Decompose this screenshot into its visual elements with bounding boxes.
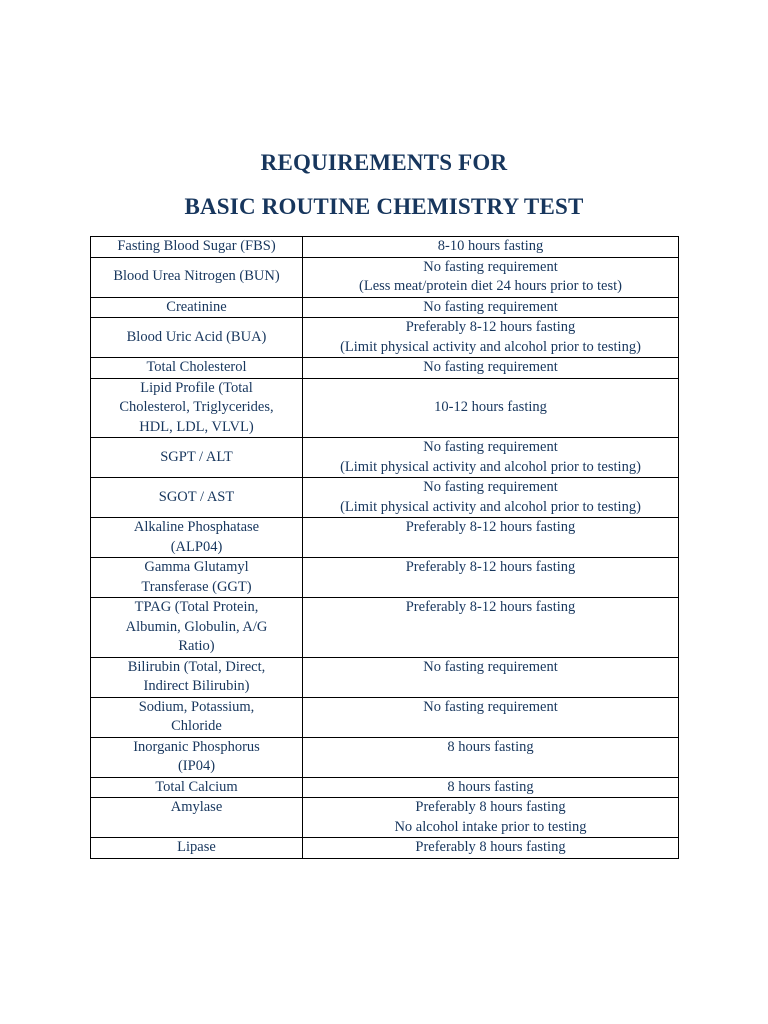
table-row <box>91 478 679 518</box>
requirement-line: No fasting requirement <box>423 439 558 455</box>
test-name-line: (ALP04) <box>170 538 223 555</box>
requirement-cell <box>303 838 679 859</box>
test-name-line: Lipase <box>177 839 216 855</box>
test-name-line: SGOT / AST <box>158 488 235 505</box>
title-line-1: REQUIREMENTS FOR <box>260 150 508 175</box>
requirement-line: No fasting requirement <box>423 359 558 375</box>
requirement-line: Preferably 8-12 hours fasting <box>405 599 576 615</box>
requirement-cell <box>303 478 679 518</box>
test-name-line: Chloride <box>171 718 222 734</box>
table-row <box>91 257 679 297</box>
document-title <box>0 150 768 220</box>
test-name-cell <box>91 378 303 438</box>
title-line-2: BASIC ROUTINE CHEMISTRY TEST <box>184 194 584 219</box>
test-name-line: Transferase (GGT) <box>141 578 252 595</box>
requirement-line: (Less meat/protein diet 24 hours prior to test) <box>359 278 622 294</box>
requirement-line: Preferably 8 hours fasting <box>415 839 566 855</box>
requirement-cell <box>303 657 679 697</box>
test-name-line: Bilirubin (Total, Direct, <box>127 658 266 675</box>
table-row <box>91 697 679 737</box>
test-name-line: Alkaline Phosphatase <box>133 519 260 535</box>
test-name-line: Creatinine <box>166 298 227 315</box>
table-row <box>91 598 679 658</box>
requirement-cell <box>303 558 679 598</box>
table-row <box>91 378 679 438</box>
test-name-line: Gamma Glutamyl <box>144 559 249 575</box>
requirement-cell <box>303 297 679 318</box>
test-name-cell <box>91 478 303 518</box>
test-name-cell <box>91 838 303 859</box>
test-name-cell <box>91 798 303 838</box>
requirement-cell <box>303 518 679 558</box>
table-row <box>91 798 679 838</box>
test-name-line: TPAG (Total Protein, <box>134 599 259 615</box>
test-name-cell <box>91 257 303 297</box>
requirement-line: No fasting requirement <box>423 298 558 315</box>
table-row <box>91 297 679 318</box>
requirement-cell <box>303 697 679 737</box>
requirement-cell <box>303 598 679 658</box>
test-name-cell <box>91 598 303 658</box>
test-name-line: Total Calcium <box>155 778 238 795</box>
test-name-line: Amylase <box>170 799 223 815</box>
requirement-line: No fasting requirement <box>423 258 558 275</box>
requirement-line: Preferably 8 hours fasting <box>415 799 566 815</box>
test-name-line: Sodium, Potassium, <box>138 698 255 715</box>
requirements-table-body <box>91 237 679 859</box>
test-name-cell <box>91 318 303 358</box>
test-name-cell <box>91 737 303 777</box>
requirement-line: Preferably 8-12 hours fasting <box>405 559 576 575</box>
requirement-line: (Limit physical activity and alcohol prior to testing) <box>340 338 641 355</box>
test-name-cell <box>91 438 303 478</box>
table-row <box>91 838 679 859</box>
requirement-line: 8 hours fasting <box>447 738 534 755</box>
test-name-cell <box>91 657 303 697</box>
test-name-line: Inorganic Phosphorus <box>133 738 260 755</box>
test-name-line: Blood Uric Acid (BUA) <box>126 328 267 345</box>
test-name-line: HDL, LDL, VLVL) <box>139 418 254 435</box>
table-row <box>91 558 679 598</box>
test-name-cell <box>91 558 303 598</box>
requirement-line: 8-10 hours fasting <box>437 238 544 254</box>
requirement-line: Preferably 8-12 hours fasting <box>405 319 576 335</box>
test-name-cell <box>91 297 303 318</box>
test-name-cell <box>91 518 303 558</box>
test-name-cell <box>91 777 303 798</box>
test-name-line: Total Cholesterol <box>146 359 247 375</box>
requirement-line: No alcohol intake prior to testing <box>394 818 587 835</box>
requirements-table <box>90 236 679 859</box>
table-row <box>91 358 679 379</box>
requirement-cell <box>303 358 679 379</box>
test-name-cell <box>91 358 303 379</box>
requirement-line: Preferably 8-12 hours fasting <box>405 519 576 535</box>
test-name-cell <box>91 697 303 737</box>
table-row <box>91 737 679 777</box>
requirement-line: No fasting requirement <box>423 658 558 675</box>
test-name-line: Ratio) <box>178 638 215 654</box>
requirement-cell <box>303 438 679 478</box>
requirement-line: 10-12 hours fasting <box>434 399 547 415</box>
requirement-line: No fasting requirement <box>423 698 558 715</box>
requirement-cell <box>303 257 679 297</box>
test-name-cell <box>91 237 303 258</box>
requirement-cell <box>303 737 679 777</box>
requirement-cell <box>303 237 679 258</box>
requirement-cell <box>303 777 679 798</box>
table-row <box>91 318 679 358</box>
test-name-line: Fasting Blood Sugar (FBS) <box>117 238 276 254</box>
requirement-line: 8 hours fasting <box>447 778 534 795</box>
requirement-line: (Limit physical activity and alcohol prior to testing) <box>340 458 641 475</box>
requirement-cell <box>303 798 679 838</box>
table-row <box>91 438 679 478</box>
requirement-line: No fasting requirement <box>423 479 558 495</box>
test-name-line: Cholesterol, Triglycerides, <box>119 399 274 415</box>
table-row <box>91 518 679 558</box>
test-name-line: Lipid Profile (Total <box>140 379 253 396</box>
test-name-line: Indirect Bilirubin) <box>143 678 250 694</box>
requirement-line: (Limit physical activity and alcohol prior to testing) <box>340 498 641 515</box>
requirement-cell <box>303 378 679 438</box>
table-row <box>91 657 679 697</box>
test-name-line: (IP04) <box>177 758 216 774</box>
table-row <box>91 777 679 798</box>
test-name-line: Blood Urea Nitrogen (BUN) <box>113 268 280 285</box>
table-row <box>91 237 679 258</box>
test-name-line: SGPT / ALT <box>160 448 233 465</box>
requirement-cell <box>303 318 679 358</box>
test-name-line: Albumin, Globulin, A/G <box>125 618 268 635</box>
